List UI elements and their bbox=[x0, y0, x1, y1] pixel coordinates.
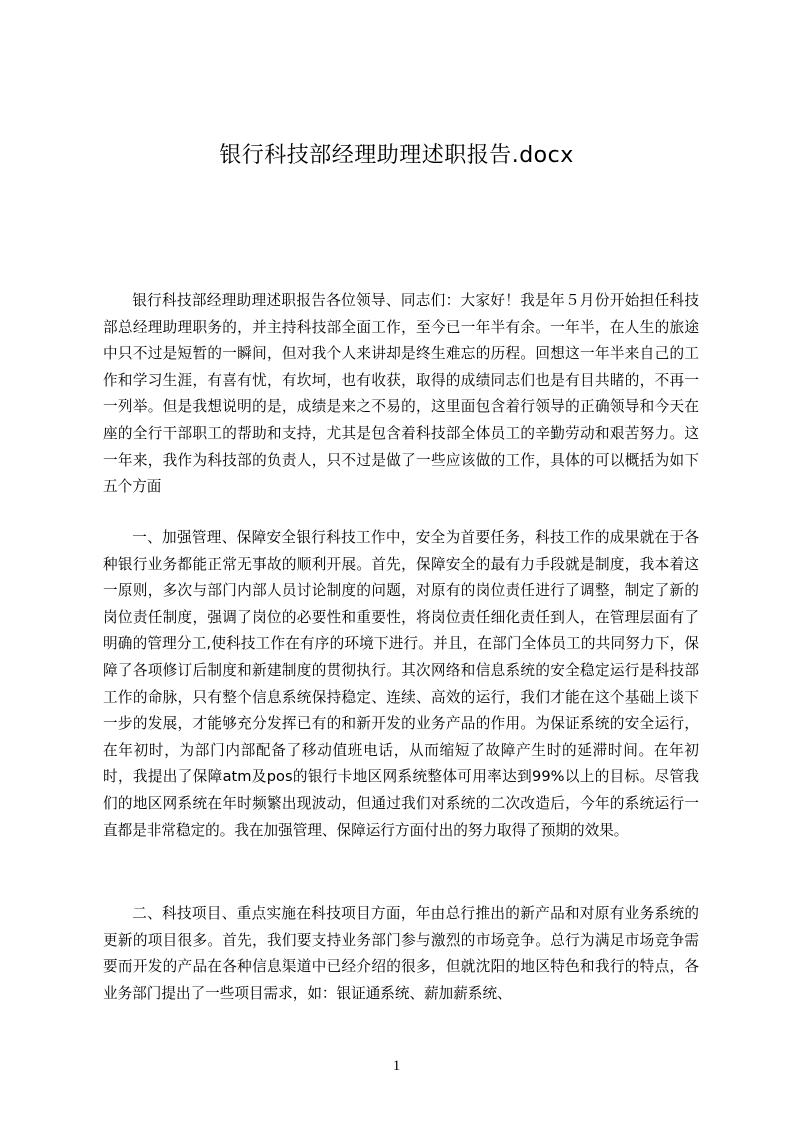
paragraph-management-security: 一、加强管理、保障安全银行科技工作中，安全为首要任务，科技工作的成果就在于各种银行业务都能正常无事故的顺利开展。首先，保障安全的最有力手段就是制度，我本着这一原则，多次与部门内部人员讨论制度的问题，对原有的岗位责任进行了调整，制定了新的岗位责任制度，强调了岗位的必要性和重要性，将岗位责任细化责任到人，在管理层面有了明确的管理分工,使科技工作在有序的环境下进行。并且，在部门全体员工的共同努力下，保障了各项修订后制度和新建制度的贯彻执行。其次网络和信息系统的安全稳定运行是科技部工作的命脉，只有整个信息系统保持稳定、连续、高效的运行，我们才能在这个基础上谈下一步的发展，才能够充分发挥已有的和新开发的业务产品的作用。为保证系统的安全运行，在年初时，为部门内部配备了移动值班电话，从而缩短了故障产生时的延滞时间。在年初时，我提出了保障atm及pos的银行卡地区网系统整体可用率达到99%以上的目标。尽管我们的地区网系统在年时频繁出现波动，但通过我们对系统的二次改造后，今年的系统运行一直都是非常稳定的。我在加强管理、保障运行方面付出的努力取得了预期的效果。 bbox=[103, 529, 699, 839]
paragraph-tech-projects: 二、科技项目、重点实施在科技项目方面，年由总行推出的新产品和对原有业务系统的更新的项目很多。首先，我们要支持业务部门参与激烈的市场竞争。总行为满足市场竞争需要而开发的产品在各种信息渠道中已经介绍的很多，但就沈阳的地区特色和我行的特点，各业务部门提出了一些项目需求，如：银证通系统、薪加薪系统、 bbox=[103, 905, 699, 1002]
document-title: 银行科技部经理助理述职报告.docx bbox=[219, 143, 574, 168]
page-number: 1 bbox=[392, 1058, 401, 1074]
paragraph-intro: 银行科技部经理助理述职报告各位领导、同志们：大家好！我是年５月份开始担任科技部总经理助理职务的，并主持科技部全面工作，至今已一年半有余。一年半，在人生的旅途中只不过是短暂的一瞬间，但对我个人来讲却是终生难忘的历程。回想这一年半来自己的工作和学习生涯，有喜有忧，有坎坷，也有收获，取得的成绩同志们也是有目共睹的，不再一一列举。但是我想说明的是，成绩是来之不易的，这里面包含着行领导的正确领导和今天在座的全行干部职工的帮助和支持，尤其是包含着科技部全体员工的辛勤劳动和艰苦努力。这一年来，我作为科技部的负责人，只不过是做了一些应该做的工作，具体的可以概括为如下五个方面 bbox=[103, 292, 699, 496]
